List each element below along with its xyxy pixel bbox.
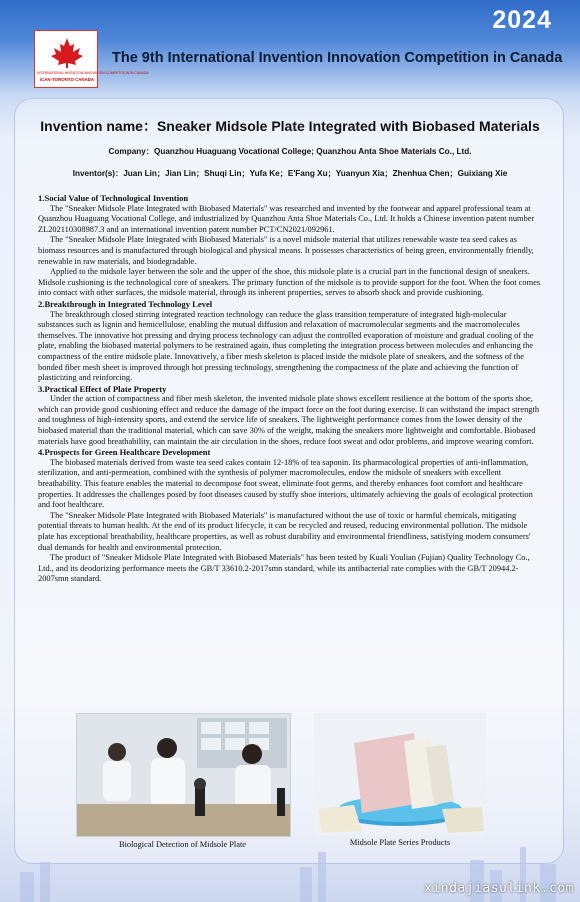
competition-title: The 9th International Invention Innovation Competition in Canada <box>112 50 563 66</box>
paragraph: The biobased materials derived from waste tea seed cakes contain 12-18% of tea saponin. Its pharmacological properties of anti-inflammation, sterilization, and anti-permeation, combined with the synthesis of polymer macromolecules, endow the midsole of sneakers with excellent breathability. This feature enables the material to decompose foot sweat, eliminate foot germs, and thereby enhances foot comfort and healthcare properties. It addresses the challenges posed by foot diseases caused by stuffy shoe interiors, ultimately achieving the goals of ecological protection and foot healthcare. <box>38 457 533 510</box>
logo-text: INTERNATIONAL INVENTION INNOVATION COMPETITION IN CANADA <box>37 71 149 75</box>
section-heading: 1.Social Value of Technological Invention <box>38 193 189 203</box>
watermark: xindajiasulink.com <box>424 881 574 896</box>
section-heading: 3.Practical Effect of Plate Property <box>38 383 167 394</box>
paragraph: The "Sneaker Midsole Plate Integrated with Biobased Materials" was researched and invented by the footwear and apparel professional team at Quanzhou Huaguang Vocational College, and industrialized by Quanzhou Anta Shoe Materials Co., Ltd. It holds a Chinese invention patent number ZL202110308987.3 and an international invention patent number PCT/CN2021/092961. <box>38 203 535 234</box>
paragraph: The product of "Sneaker Midsole Plate Integrated with Biobased Materials" has been tested by Kuali Youlian (Fujian) Quality Technology Co., Ltd., and its deodorizing performance meets the GB/T 33610.2-2017smn standard, while its antibacterial rate complies with the GB/T 20944.2-2007smn standard. <box>38 553 530 584</box>
company-line: Company：Quanzhou Huaguang Vocational College; Quanzhou Anta Shoe Materials Co., Ltd. <box>108 147 472 156</box>
paragraph: The "Sneaker Midsole Plate Integrated with Biobased Materials" is a novel midsole material that utilizes renewable waste tea seed cakes as biomass resources and is manufactured through biological and physical means. It possesses characteristics of being green, environmentally friendly, renewable in raw materials, and biodegradable. <box>38 235 534 266</box>
maple-leaf-icon <box>49 37 85 69</box>
left-figure-caption: Biological Detection of Midsole Plate <box>119 840 246 849</box>
invention-name: Invention name：Sneaker Midsole Plate Integrated with Biobased Materials <box>40 118 540 134</box>
product-photo <box>314 713 486 835</box>
right-figure-caption: Midsole Plate Series Products <box>349 838 451 847</box>
lab-photo <box>76 713 291 837</box>
paragraph: The breakthrough closed stirring integrated reaction technology can reduce the glass transition temperature of integrated high-molecular substances such as lignin and hemicellulose, enabling the mutual diffusion and relaxation of macromolecular segments and the macromolecules themselves. The innovative hot pressing and drying process technology can adjust the controlled evaporation of moisture and gradual cooling of the plate, enabling the biobased material polymers to be restrained again, thus completing the integration process between molecules and enhancing the compactness of the entire midsole plate. Innovatively, a fiber mesh skeleton is placed inside the midsole plate of sneakers, and the softness of the bonded fiber mesh sheet is improved through hot pressing technology, strengthening the compactness of the plate and achieving the function of plasticizing and reinforcing. <box>38 309 534 383</box>
section-heading: 2.Breakthrough in Integrated Technology Level <box>38 298 213 309</box>
logo-subtext: iCAN·TORONTO CANADA <box>39 77 95 82</box>
section-heading: 4.Prospects for Green Healthcare Development <box>38 447 211 458</box>
paragraph: Applied to the midsole layer between the sole and the upper of the shoe, this midsole plate is a crucial part in the functional design of sneakers. Midsole cushioning is the technological core of sneakers. The primary function of the midsole is to provide support for the foot. When the foot comes into contact with other surfaces, the midsole material, through its inherent properties, serves to absorb shock and provide cushioning. <box>38 267 541 298</box>
year-label: 2024 <box>492 6 552 34</box>
paragraph: The "Sneaker Midsole Plate Integrated with Biobased Materials" is manufactured without the use of toxic or harmful chemicals, mitigating potential threats to human health. At the end of its product lifecycle, it can be recycled and reused, reducing environmental pollution. The midsole plate has exceptional breathability, healthcare properties, as well as robust durability and environmental friendliness, satisfying modern consumers' dual demands for health and environmental protection. <box>38 510 531 552</box>
inventors-line: Inventor(s)：Juan Lin；Jian Lin；Shuqi Lin；Yufa Ke；E'Fang Xu；Yuanyun Xia；Zhenhua Chen；Guixiang Xie <box>72 169 508 178</box>
body-text <box>38 193 544 585</box>
competition-logo <box>34 30 149 88</box>
paragraph: Under the action of compactness and fiber mesh skeleton, the invented midsole plate shows excellent resilience at the bottom of the sports shoe, which can provide good cushioning effect and reduce the damage of the impact force on the foot during exercise. It can withstand the impact strength and toughness of high-intensity sports, and extend the service life of sneakers. The lightweight performance comes from the lower density of the biobased material than the traditional material, which can save 30% of the weight, making the sneakers more lightweight and comfortable. Biobased materials have good breathability, can maintain the air circulation in the shoes, reduce foot sweat and odor problems, and improve wearing comfort. <box>38 394 540 446</box>
